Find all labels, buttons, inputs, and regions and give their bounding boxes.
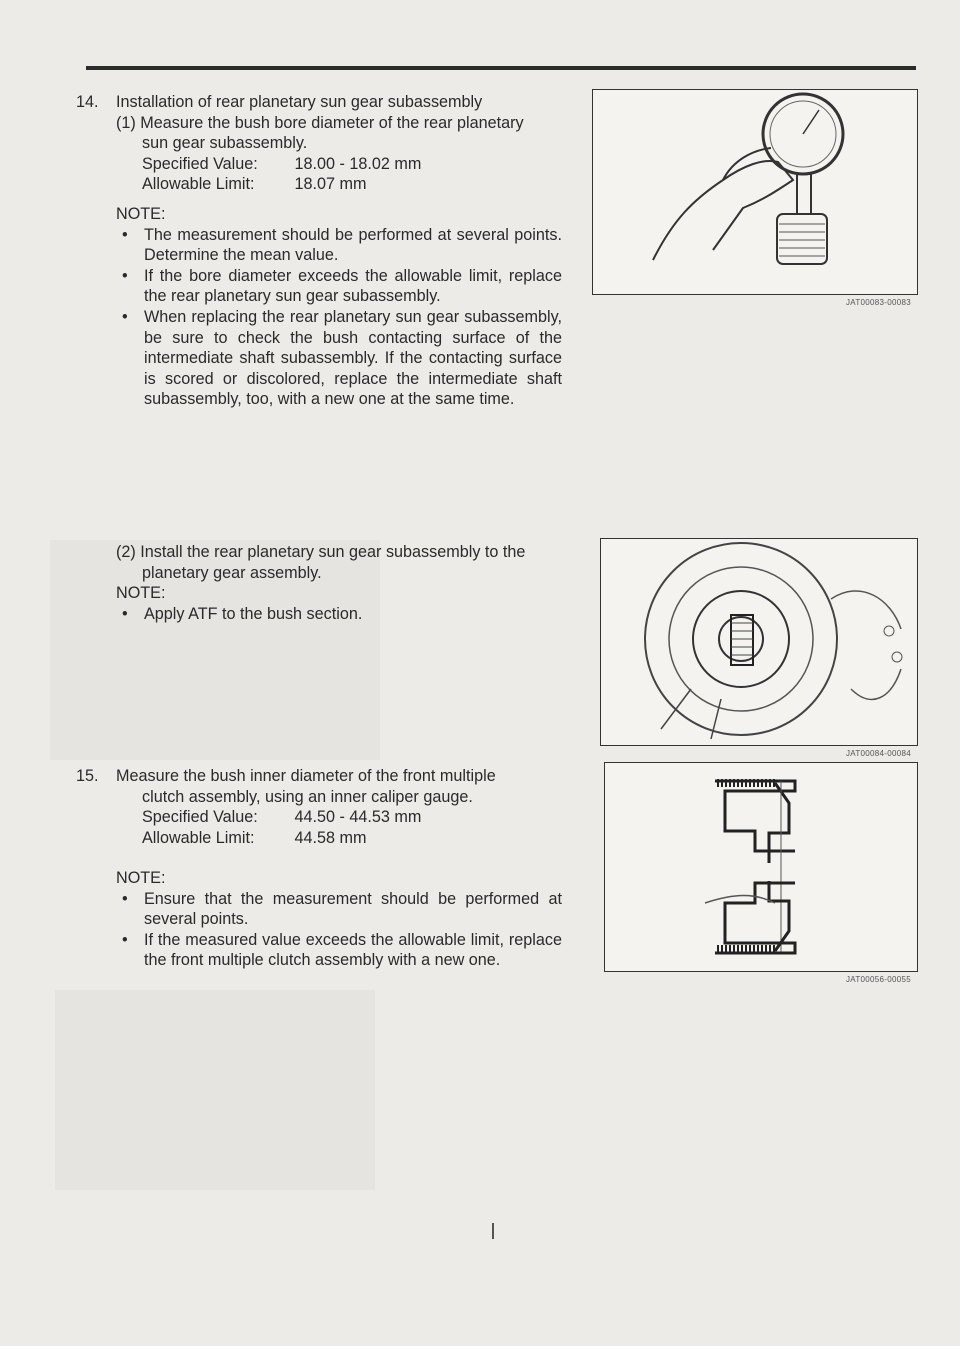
planetary-gear-install-icon: [601, 539, 917, 745]
step-text: Measure the bush inner diameter of the front multiple: [116, 767, 496, 785]
substep-text: Install the rear planetary sun gear subassembly to the: [140, 543, 526, 561]
figure-clutch-section: [604, 762, 918, 972]
step-number: 14.: [76, 93, 99, 111]
substep-text-cont: sun gear subassembly.: [142, 134, 308, 153]
note-bullet: • If the bore diameter exceeds the allowable limit, replace the rear planetary sun gear subassembly.: [116, 266, 562, 307]
clutch-cross-section-icon: [605, 763, 917, 971]
figure-planetary-gear: [600, 538, 918, 746]
note-label: NOTE:: [116, 205, 166, 223]
spec-value: 44.50 - 44.53 mm: [294, 808, 422, 827]
spec-line: [116, 154, 570, 175]
dial-gauge-measurement-icon: [593, 90, 917, 294]
limit-line: [116, 828, 570, 849]
step-14-note: [116, 204, 562, 410]
note-bullets: [116, 225, 562, 410]
limit-line: [116, 174, 570, 195]
limit-label: Allowable Limit:: [142, 828, 255, 847]
note-label: NOTE:: [116, 584, 166, 603]
figure-code: JAT00056-00055: [846, 975, 911, 984]
top-rule: [86, 66, 916, 70]
spec-label: Specified Value:: [142, 808, 258, 827]
substep-2: [116, 542, 570, 563]
note-bullet: • Apply ATF to the bush section.: [116, 604, 570, 625]
limit-value: 18.07 mm: [294, 175, 367, 194]
spec-label: Specified Value:: [142, 154, 258, 173]
figure-dial-gauge: [592, 89, 918, 295]
substep-text-cont: planetary gear assembly.: [142, 563, 322, 582]
substep-1: [116, 113, 570, 134]
step-14-sub2: [116, 542, 570, 624]
step-number: 15.: [76, 767, 99, 785]
step-15-note: [116, 868, 562, 971]
note-label: NOTE:: [116, 869, 166, 887]
limit-value: 44.58 mm: [294, 828, 367, 847]
limit-label: Allowable Limit:: [142, 175, 255, 194]
note-bullets: [116, 604, 570, 625]
substep-number: (1): [116, 113, 136, 132]
note-bullet: • If the measured value exceeds the allowable limit, replace the front multiple clutch assembly with a new one.: [116, 930, 562, 971]
spec-value: 18.00 - 18.02 mm: [294, 154, 422, 173]
figure-code: JAT00083-00083: [846, 298, 911, 307]
spec-line: [116, 807, 570, 828]
page-mark: [492, 1223, 494, 1239]
note-bullet: • Ensure that the measurement should be performed at several points.: [116, 889, 562, 930]
figure-code: JAT00084-00084: [846, 749, 911, 758]
bleed-through-shade: [55, 990, 375, 1190]
note-bullet: • When replacing the rear planetary sun gear subassembly, be sure to check the bush contacting surface of the intermediate shaft subassembly. If the contacting surface is scored or discolored, replace the intermediate shaft subassembly, too, with a new one at the same time.: [116, 307, 562, 410]
substep-number: (2): [116, 543, 136, 561]
step-title: Installation of rear planetary sun gear subassembly: [116, 93, 483, 111]
substep-text: Measure the bush bore diameter of the rear planetary: [140, 113, 524, 132]
step-body: [116, 766, 570, 848]
note-bullet: • The measurement should be performed at several points. Determine the mean value.: [116, 225, 562, 266]
step-body: [116, 92, 570, 195]
step-text-cont: clutch assembly, using an inner caliper gauge.: [142, 787, 473, 806]
note-bullets: [116, 889, 562, 971]
